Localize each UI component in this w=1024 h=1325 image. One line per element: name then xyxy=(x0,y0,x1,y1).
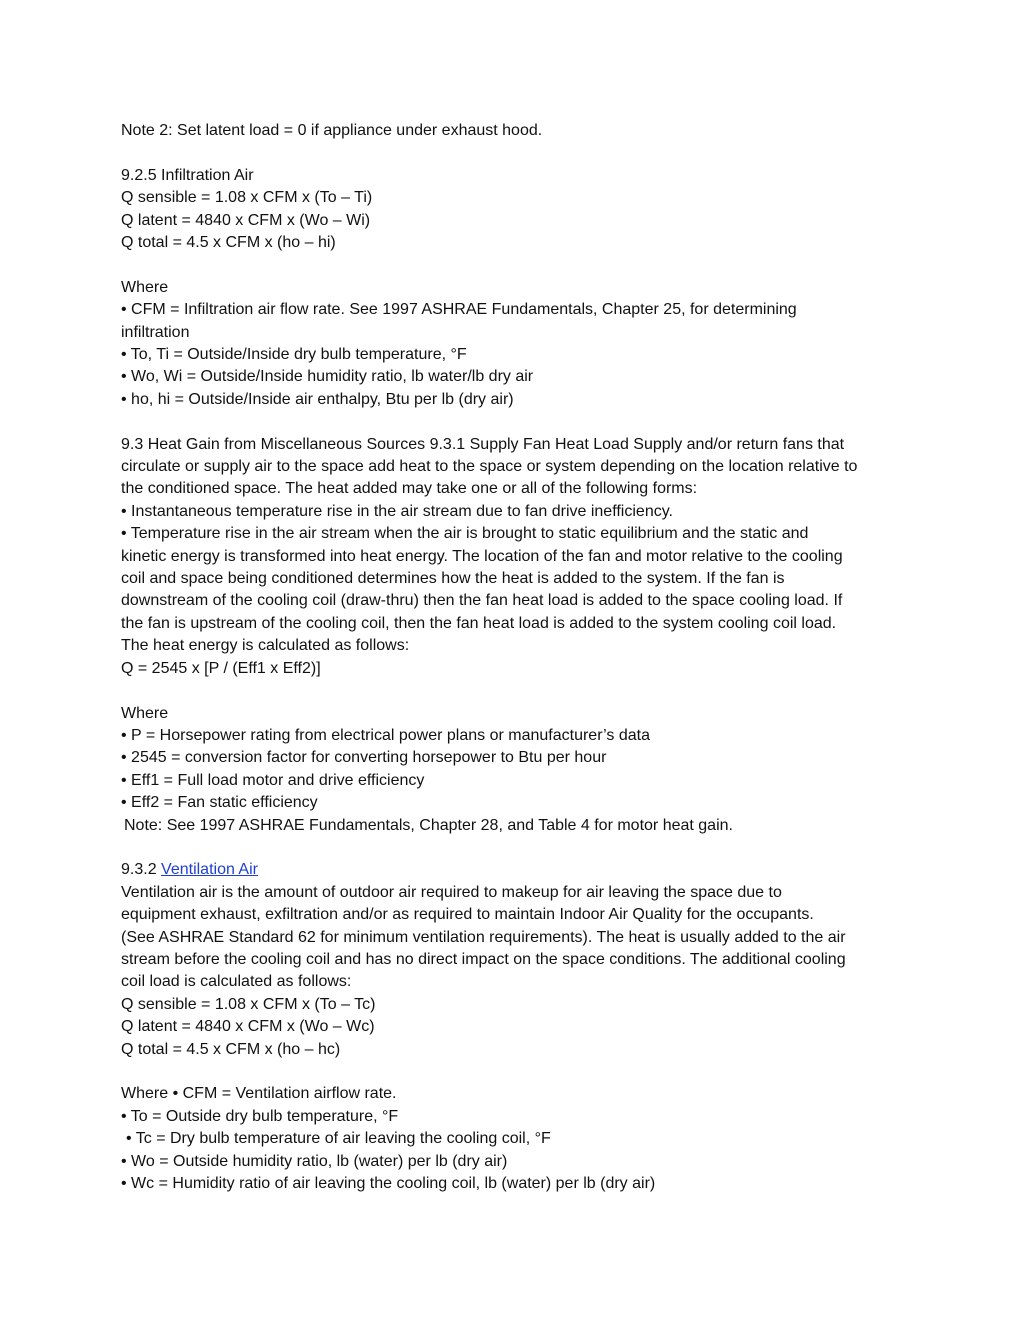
paragraph-gap xyxy=(121,680,911,702)
body-line: The heat energy is calculated as follows: xyxy=(121,637,410,655)
paragraph-gap xyxy=(121,837,911,859)
body-line: (See ASHRAE Standard 62 for minimum ventilation requirements). The heat is usually added to the air xyxy=(121,928,846,946)
equation-line: Q total = 4.5 x CFM x (ho – hi) xyxy=(121,234,336,252)
definition-line: • To = Outside dry bulb temperature, °F xyxy=(121,1107,399,1125)
equation-line: Q sensible = 1.08 x CFM x (To – Ti) xyxy=(121,189,373,207)
definition-line: • ho, hi = Outside/Inside air enthalpy, Btu per lb (dry air) xyxy=(121,390,514,408)
definition-line: • Wc = Humidity ratio of air leaving the cooling coil, lb (water) per lb (dry air) xyxy=(121,1175,656,1192)
definition-line: • Wo = Outside humidity ratio, lb (water) per lb (dry air) xyxy=(121,1152,508,1170)
definition-line: • 2545 = conversion factor for converting horsepower to Btu per hour xyxy=(121,749,607,767)
body-line: downstream of the cooling coil (draw-thru) then the fan heat load is added to the space cooling load. If xyxy=(121,592,843,610)
body-line: equipment exhaust, exfiltration and/or as required to maintain Indoor Air Quality for the occupants. xyxy=(121,906,814,924)
definition-line: • Eff2 = Fan static efficiency xyxy=(121,794,318,812)
paragraph-gap xyxy=(121,142,911,164)
paragraph-gap xyxy=(121,254,911,276)
definition-line: • To, Ti = Outside/Inside dry bulb temperature, °F xyxy=(121,346,467,364)
definition-line: infiltration xyxy=(121,323,190,341)
body-line: coil and space being conditioned determines how the heat is added to the system. If the fan is xyxy=(121,570,785,588)
equation-line: Q = 2545 x [P / (Eff1 x Eff2)] xyxy=(121,659,321,677)
ventilation-air-link[interactable]: Ventilation Air xyxy=(161,861,258,879)
section-number: 9.3.2 xyxy=(121,861,162,879)
body-line: Ventilation air is the amount of outdoor air required to makeup for air leaving the space due to xyxy=(121,883,782,901)
body-line: • Instantaneous temperature rise in the air stream due to fan drive inefficiency. xyxy=(121,502,673,520)
equation-line: Q latent = 4840 x CFM x (Wo – Wi) xyxy=(121,211,371,229)
definition-line: • P = Horsepower rating from electrical power plans or manufacturer’s data xyxy=(121,726,650,744)
definition-line: • CFM = Infiltration air flow rate. See 1997 ASHRAE Fundamentals, Chapter 25, for determining xyxy=(121,301,797,319)
body-line: the fan is upstream of the cooling coil, then the fan heat load is added to the system cooling coil load. xyxy=(121,614,837,632)
section-heading-ventilation xyxy=(121,859,911,881)
body-line: 9.3 Heat Gain from Miscellaneous Sources 9.3.1 Supply Fan Heat Load Supply and/or return fans that xyxy=(121,435,845,453)
equation-line: Q sensible = 1.08 x CFM x (To – Tc) xyxy=(121,995,376,1013)
motor-heat-note: Note: See 1997 ASHRAE Fundamentals, Chapter 28, and Table 4 for motor heat gain. xyxy=(124,816,733,834)
body-line: circulate or supply air to the space add heat to the space or system depending on the location relative to xyxy=(121,458,858,476)
where-label: Where xyxy=(121,278,169,296)
definition-line: Where • CFM = Ventilation airflow rate. xyxy=(121,1085,397,1103)
body-line: coil load is calculated as follows: xyxy=(121,973,352,991)
document-page xyxy=(121,120,911,1195)
paragraph-gap xyxy=(121,1061,911,1083)
paragraph-gap xyxy=(121,411,911,433)
definition-line: • Wo, Wi = Outside/Inside humidity ratio, lb water/lb dry air xyxy=(121,368,534,386)
equation-line: Q latent = 4840 x CFM x (Wo – Wc) xyxy=(121,1018,375,1036)
note-2: Note 2: Set latent load = 0 if appliance under exhaust hood. xyxy=(121,122,543,139)
definition-line: • Tc = Dry bulb temperature of air leaving the cooling coil, °F xyxy=(126,1130,551,1148)
body-line: the conditioned space. The heat added may take one or all of the following forms: xyxy=(121,480,698,498)
section-heading-infiltration: 9.2.5 Infiltration Air xyxy=(121,166,254,184)
body-line: kinetic energy is transformed into heat energy. The location of the fan and motor relative to the cooling xyxy=(121,547,843,565)
body-line: stream before the cooling coil and has no direct impact on the space conditions. The additional cooling xyxy=(121,950,846,968)
equation-line: Q total = 4.5 x CFM x (ho – hc) xyxy=(121,1040,341,1058)
body-line: • Temperature rise in the air stream when the air is brought to static equilibrium and the static and xyxy=(121,525,809,543)
definition-line: • Eff1 = Full load motor and drive efficiency xyxy=(121,771,425,789)
where-label: Where xyxy=(121,704,169,722)
